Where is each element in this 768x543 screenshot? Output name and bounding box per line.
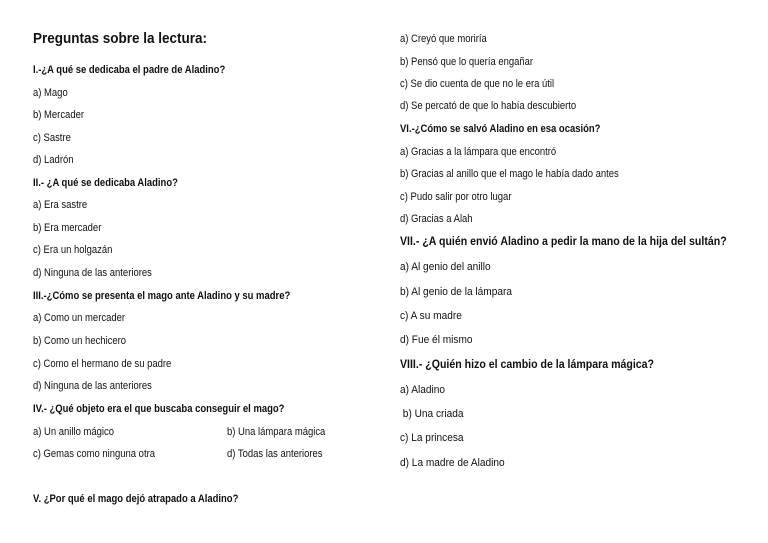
q3-option-a: a) Como un mercader	[33, 312, 126, 324]
q6-option-a: a) Gracias a la lámpara que encontró	[400, 146, 557, 158]
q1-option-c: c) Sastre	[33, 132, 71, 144]
question-3: III.-¿Cómo se presenta el mago ante Aladino y su madre?	[33, 290, 291, 302]
q6-option-c: c) Pudo salir por otro lugar	[400, 191, 512, 203]
q5-option-b: b) Pensó que lo quería engañar	[400, 56, 534, 68]
q5-option-c: c) Se dio cuenta de que no le era útil	[400, 78, 555, 90]
question-7: VII.- ¿A quién envió Aladino a pedir la mano de la hija del sultán?	[400, 236, 727, 248]
q8-option-c: c) La princesa	[400, 432, 464, 444]
q4-option-a: a) Un anillo mágico	[33, 426, 114, 438]
q1-option-b: b) Mercader	[33, 109, 84, 121]
q2-option-b: b) Era mercader	[33, 222, 102, 234]
q4-option-d: d) Todas las anteriores	[227, 448, 323, 460]
q7-option-a: a) Al genio del anillo	[400, 261, 491, 273]
q3-option-c: c) Como el hermano de su padre	[33, 358, 172, 370]
q7-option-d: d) Fue él mismo	[400, 334, 473, 346]
question-5: V. ¿Por qué el mago dejó atrapado a Aladino?	[33, 493, 239, 505]
q7-option-b: b) Al genio de la lámpara	[400, 286, 512, 298]
q2-option-a: a) Era sastre	[33, 199, 88, 211]
q1-option-d: d) Ladrón	[33, 154, 74, 166]
question-4: IV.- ¿Qué objeto era el que buscaba conseguir el mago?	[33, 403, 285, 415]
q4-option-c: c) Gemas como ninguna otra	[33, 448, 155, 460]
question-6: VI.-¿Cómo se salvó Aladino en esa ocasión?	[400, 123, 601, 135]
q8-option-d: d) La madre de Aladino	[400, 457, 505, 469]
question-8: VIII.- ¿Quién hizo el cambio de la lámpara mágica?	[400, 359, 654, 371]
question-1: I.-¿A qué se dedicaba el padre de Aladino?	[33, 64, 226, 76]
page-title: Preguntas sobre la lectura:	[33, 30, 208, 47]
q6-option-d: d) Gracias a Alah	[400, 213, 473, 225]
q6-option-b: b) Gracias al anillo que el mago le había dado antes	[400, 168, 619, 180]
question-2: II.- ¿A qué se dedicaba Aladino?	[33, 177, 178, 189]
q2-option-d: d) Ninguna de las anteriores	[33, 267, 152, 279]
q4-option-b: b) Una lámpara mágica	[227, 426, 326, 438]
q8-option-b: b) Una criada	[400, 408, 464, 420]
q3-option-b: b) Como un hechicero	[33, 335, 127, 347]
q7-option-c: c) A su madre	[400, 310, 462, 322]
q3-option-d: d) Ninguna de las anteriores	[33, 380, 152, 392]
q5-option-d: d) Se percató de que lo había descubierto	[400, 100, 577, 112]
q8-option-a: a) Aladino	[400, 384, 446, 396]
q2-option-c: c) Era un holgazán	[33, 244, 113, 256]
q5-option-a: a) Creyó que moriría	[400, 33, 487, 45]
q1-option-a: a) Mago	[33, 87, 68, 99]
